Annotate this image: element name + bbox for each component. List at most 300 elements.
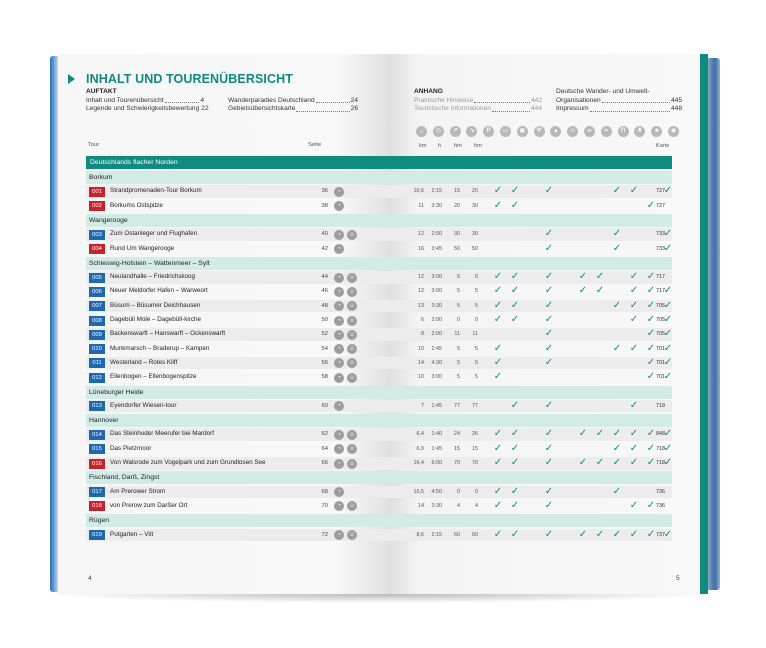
ascent-icon: ↗ <box>450 126 461 137</box>
check-icon: ✓ <box>578 428 588 440</box>
tour-page: 40 <box>321 231 328 238</box>
check-icon: ✓ <box>595 271 605 283</box>
difficulty-icon: ◔ <box>334 459 344 469</box>
check-icon: ✓ <box>510 271 520 283</box>
check-icon: ✓ <box>612 228 622 240</box>
value-hm1: 0 <box>457 317 460 323</box>
tour-page: 64 <box>321 445 328 452</box>
check-icon: ✓ <box>595 285 605 297</box>
swim-icon: ≈ <box>601 126 612 137</box>
value-hm1: 15 <box>454 445 460 452</box>
view-icon: ◉ <box>668 126 679 137</box>
check-icon: ✓ <box>493 528 503 540</box>
tour-row[interactable] <box>86 314 388 327</box>
tour-row-details <box>388 529 672 542</box>
value-km: 14 <box>418 502 424 509</box>
tour-row-details <box>388 314 672 327</box>
tour-name: Das Steinhuder Meerufer bei Mardorf <box>110 430 214 438</box>
region-band <box>86 471 388 484</box>
toc-item[interactable]: Wanderparadies Deutschland 24 <box>228 96 358 104</box>
toc-item[interactable]: Deutsche Wander- und Umwelt- <box>556 88 650 95</box>
tour-name: Neuer Meldorfer Hafen – Warweort <box>110 287 208 295</box>
tour-row[interactable] <box>86 185 388 198</box>
value-hm1: 0 <box>457 488 460 495</box>
value-hm2: 0 <box>475 317 478 323</box>
check-icon: ✓ <box>544 285 554 297</box>
difficulty-icon: ◔ <box>334 187 344 197</box>
tour-row[interactable] <box>86 300 388 313</box>
tour-row-details <box>388 500 672 513</box>
check-icon: ✓ <box>493 356 503 368</box>
tour-number-badge: 002 <box>89 201 105 211</box>
tour-page: 54 <box>321 345 328 352</box>
tour-row-details <box>388 200 672 213</box>
tour-page: 42 <box>321 245 328 252</box>
tour-row[interactable] <box>86 529 388 542</box>
toc-item[interactable]: Gebietsübersichtskarte 26 <box>228 105 358 113</box>
region-title: Wangerooge <box>89 216 128 224</box>
difficulty-icon: ◔ <box>334 430 344 440</box>
map-number: 705 <box>656 317 665 323</box>
difficulty-icon: ◔ <box>334 444 344 454</box>
region-band-right <box>388 171 672 184</box>
check-icon: ✓ <box>646 271 656 283</box>
value-h: 3:30 <box>431 302 442 309</box>
value-h: 4:50 <box>431 488 442 495</box>
value-km: 10 <box>418 345 424 352</box>
toc-item[interactable]: Impressum 448 <box>556 105 682 113</box>
anhang-heading: ANHANG <box>414 88 443 95</box>
tour-name: von Prerow zum Darßer Ort <box>110 501 188 509</box>
toc-item[interactable]: Organisationen 445 <box>556 96 682 104</box>
value-hm2: 20 <box>472 188 478 195</box>
value-hm2: 0 <box>475 488 478 495</box>
check-icon: ✓ <box>544 528 554 540</box>
value-h: 3:00 <box>431 274 442 281</box>
tour-name: Zum Ostanleger und Flughafen <box>110 230 198 238</box>
value-hm2: 5 <box>475 274 478 281</box>
tour-name: Von Walsrode zum Vogelpark und zum Grundlosen See <box>110 459 266 466</box>
value-h: 2:45 <box>431 345 442 352</box>
legend-icon-row <box>416 126 685 138</box>
map-number: 736 <box>656 488 665 495</box>
check-icon: ✓ <box>663 328 673 340</box>
tour-page: 58 <box>321 374 328 381</box>
region-band-right <box>388 471 672 484</box>
value-hm2: 11 <box>472 331 478 338</box>
check-icon: ✓ <box>510 528 520 540</box>
family-icon: ☺ <box>348 460 356 467</box>
tour-row[interactable] <box>86 343 388 356</box>
value-km: 12 <box>418 274 424 281</box>
check-icon: ✓ <box>544 399 554 411</box>
check-icon: ✓ <box>510 485 520 497</box>
tour-number-badge: 001 <box>89 187 105 197</box>
value-h: 2:50 <box>431 231 442 238</box>
value-km: 8 <box>421 331 424 338</box>
check-icon: ✓ <box>663 228 673 240</box>
value-hm1: 20 <box>454 202 460 209</box>
tour-name: Munkmarsch – Braderup – Kampen <box>110 344 210 352</box>
value-km: 13 <box>418 302 424 309</box>
train-icon: ▣ <box>517 126 528 137</box>
value-h: 2:00 <box>431 331 442 338</box>
check-icon: ✓ <box>612 485 622 497</box>
value-hm1: 77 <box>454 402 460 409</box>
column-header-seite: Seite <box>308 142 322 148</box>
value-km: 6,4 <box>416 431 424 438</box>
tour-row[interactable] <box>86 371 388 384</box>
tour-row[interactable] <box>86 457 388 470</box>
map-number: 701 <box>656 374 665 381</box>
check-icon: ✓ <box>493 271 503 283</box>
tour-name: Büsum – Büsumer Deichhausen <box>110 301 201 309</box>
tour-number-badge: 016 <box>89 459 105 469</box>
check-icon: ✓ <box>544 299 554 311</box>
value-hm1: 11 <box>454 331 460 338</box>
check-icon: ✓ <box>510 428 520 440</box>
check-icon: ✓ <box>595 457 605 468</box>
tour-page: 66 <box>321 460 328 466</box>
check-icon: ✓ <box>646 428 656 440</box>
check-icon: ✓ <box>629 285 639 297</box>
value-hm1: 4 <box>457 502 460 509</box>
family-icon: ☺ <box>348 274 356 281</box>
check-icon: ✓ <box>544 342 554 354</box>
toc-item[interactable]: Praktische Hinweise 442 <box>414 96 542 104</box>
region-title: Fischland, Darß, Zingst <box>89 474 160 482</box>
tour-row-details <box>388 486 672 499</box>
tour-number-badge: 005 <box>89 273 105 283</box>
value-hm2: 30 <box>472 231 478 238</box>
check-icon: ✓ <box>493 485 503 497</box>
value-hm2: 70 <box>472 460 478 466</box>
tour-row[interactable] <box>86 400 388 413</box>
region-band <box>86 414 388 427</box>
family-icon: ☺ <box>348 503 356 510</box>
region-band-right <box>388 514 672 527</box>
check-icon: ✓ <box>510 499 520 511</box>
tour-page: 60 <box>321 402 328 409</box>
tour-row[interactable] <box>86 500 388 513</box>
tour-number-badge: 012 <box>89 373 105 383</box>
map-number: 717 <box>656 288 665 295</box>
check-icon: ✓ <box>663 442 673 454</box>
check-icon: ✓ <box>646 285 656 297</box>
value-km: 11 <box>418 202 424 209</box>
tour-number-badge: 018 <box>89 501 105 511</box>
anhang-toc-col2 <box>556 88 682 114</box>
check-icon: ✓ <box>510 457 520 468</box>
region-band <box>86 514 388 527</box>
tour-row[interactable] <box>86 200 388 213</box>
family-icon: ☺ <box>348 303 356 310</box>
region-band-right <box>388 257 672 270</box>
bus-icon: ▭ <box>500 126 511 137</box>
family-icon: ☺ <box>348 360 356 367</box>
tour-page: 56 <box>321 359 328 366</box>
check-icon: ✓ <box>663 457 673 468</box>
map-number: 733 <box>656 245 665 252</box>
check-icon: ✓ <box>646 328 656 340</box>
map-number: 705 <box>656 302 665 309</box>
tour-row[interactable] <box>86 271 388 284</box>
region-title: Borkum <box>89 174 113 181</box>
book-edge-left <box>50 56 58 592</box>
left-page <box>58 54 388 594</box>
value-h: 1:45 <box>431 445 442 452</box>
region-band-right <box>388 386 672 399</box>
value-hm1: 60 <box>454 531 460 538</box>
tour-page: 48 <box>321 302 328 309</box>
value-hm1: 24 <box>454 431 460 438</box>
check-icon: ✓ <box>578 528 588 540</box>
difficulty-icon: ◔ <box>334 287 344 297</box>
tour-number-badge: 004 <box>89 244 105 254</box>
value-hm1: 30 <box>454 231 460 238</box>
region-title: Schleswig-Holstein – Wattenmeer – Sylt <box>89 259 210 267</box>
check-icon: ✓ <box>544 356 554 368</box>
value-hm1: 5 <box>457 288 460 295</box>
difficulty-icon: ◔ <box>334 273 344 283</box>
check-icon: ✓ <box>510 442 520 454</box>
family-icon: ☺ <box>348 374 356 381</box>
value-h: 4:30 <box>431 359 442 366</box>
value-hm1: 5 <box>457 345 460 352</box>
region-title: Rügen <box>89 517 110 525</box>
map-number: 718 <box>656 445 665 452</box>
check-icon: ✓ <box>544 485 554 497</box>
unit-km: km <box>419 143 427 149</box>
check-icon: ✓ <box>510 199 520 211</box>
check-icon: ✓ <box>612 242 622 254</box>
family-icon: ☺ <box>348 231 356 238</box>
check-icon: ✓ <box>544 442 554 454</box>
tour-row[interactable] <box>86 243 388 256</box>
section-band <box>86 156 388 169</box>
check-icon: ✓ <box>612 428 622 440</box>
tour-page: 44 <box>321 274 328 281</box>
check-icon: ✓ <box>544 328 554 340</box>
section-title: Deutschlands flacher Norden <box>90 159 178 166</box>
tour-row[interactable] <box>86 357 388 370</box>
tour-name: Westerland – Rotes Kliff <box>110 358 178 366</box>
difficulty-icon: ◔ <box>334 230 344 240</box>
check-icon: ✓ <box>629 342 639 354</box>
check-icon: ✓ <box>629 442 639 454</box>
family-icon: ☺ <box>348 446 356 453</box>
check-icon: ✓ <box>544 457 554 468</box>
check-icon: ✓ <box>646 371 656 383</box>
value-h: 2:15 <box>431 188 442 195</box>
family-icon: ☺ <box>348 346 356 353</box>
check-icon: ✓ <box>578 271 588 283</box>
right-page <box>388 54 704 594</box>
value-hm2: 5 <box>475 359 478 366</box>
check-icon: ✓ <box>493 428 503 440</box>
check-icon: ✓ <box>629 428 639 440</box>
tour-name: Dagebüll Mole – Dagebüll-kirche <box>110 316 202 323</box>
value-hm1: 5 <box>457 374 460 381</box>
check-icon: ✓ <box>544 228 554 240</box>
tour-row-details <box>388 357 672 370</box>
value-hm2: 4 <box>475 502 478 509</box>
family-icon: ☺ <box>348 331 356 338</box>
page-number-left: 4 <box>88 575 92 582</box>
unit-hm-up: hm <box>454 143 462 149</box>
tour-name: Eyendorfer Wiesen-tour <box>110 401 177 409</box>
check-icon: ✓ <box>629 457 639 468</box>
region-title: Hannover <box>89 417 119 425</box>
tour-number-badge: 011 <box>89 358 105 368</box>
check-icon: ✓ <box>612 299 622 311</box>
section-band-right <box>388 156 672 169</box>
value-km: 12 <box>418 231 424 238</box>
check-icon: ✓ <box>493 285 503 297</box>
auftakt-toc-col2 <box>228 97 358 114</box>
value-km: 16,5 <box>413 488 424 495</box>
check-icon: ✓ <box>663 528 673 540</box>
region-band <box>86 171 388 184</box>
difficulty-icon: ◔ <box>334 358 344 368</box>
check-icon: ✓ <box>493 499 503 511</box>
value-h: 2:00 <box>431 317 442 323</box>
difficulty-icon: ◔ <box>334 301 344 311</box>
tour-row-details <box>388 457 672 470</box>
tour-row[interactable] <box>86 285 388 298</box>
tour-number-badge: 007 <box>89 301 105 311</box>
value-h: 3:00 <box>431 374 442 381</box>
family-icon: ☺ <box>348 317 356 324</box>
check-icon: ✓ <box>510 399 520 411</box>
bike-icon: ∞ <box>584 126 595 137</box>
toc-item[interactable]: Legende und Schwierigkeitsbewertung 22 <box>86 105 209 113</box>
value-h: 3:00 <box>431 288 442 295</box>
tour-row[interactable] <box>86 486 388 499</box>
check-icon: ✓ <box>646 499 656 511</box>
check-icon: ✓ <box>663 342 673 354</box>
value-km: 10 <box>418 374 424 381</box>
check-icon: ✓ <box>646 442 656 454</box>
check-icon: ✓ <box>663 371 673 383</box>
tour-row[interactable] <box>86 428 388 441</box>
tour-row[interactable] <box>86 443 388 456</box>
map-number: 718 <box>656 460 665 466</box>
toc-item[interactable]: Inhalt und Tourenübersicht 4 <box>86 96 204 104</box>
value-hm1: 5 <box>457 359 460 366</box>
check-icon: ✓ <box>663 242 673 254</box>
castle-icon: ♜ <box>634 126 645 137</box>
tour-name: Putgarten – Vitt <box>110 530 154 538</box>
tour-row[interactable] <box>86 228 388 241</box>
check-icon: ✓ <box>510 314 520 325</box>
check-icon: ✓ <box>663 185 673 197</box>
value-km: 16,4 <box>413 460 424 466</box>
check-icon: ✓ <box>612 528 622 540</box>
check-icon: ✓ <box>646 299 656 311</box>
tour-name: Ellenbogen – Ellenbogenspitze <box>110 373 197 381</box>
value-hm2: 26 <box>472 431 478 438</box>
tour-row-details <box>388 185 672 198</box>
check-icon: ✓ <box>646 356 656 368</box>
toc-item[interactable]: Touristische Informationen 444 <box>414 105 542 113</box>
value-h: 6:00 <box>431 460 442 466</box>
tour-name: Am Prerower Strom <box>110 487 166 495</box>
check-icon: ✓ <box>629 271 639 283</box>
tour-row-details <box>388 371 672 384</box>
map-number: 717 <box>656 274 665 281</box>
value-hm2: 15 <box>472 445 478 452</box>
tour-row-details <box>388 428 672 441</box>
unit-karte: Karte <box>656 143 670 149</box>
family-icon: ☺ <box>348 431 356 438</box>
tour-number-badge: 010 <box>89 344 105 354</box>
map-number: 736 <box>656 502 665 509</box>
check-icon: ✓ <box>612 342 622 354</box>
value-hm2: 60 <box>472 531 478 538</box>
tour-row-details <box>388 271 672 284</box>
map-number: 727 <box>656 188 665 195</box>
value-km: 14 <box>418 359 424 366</box>
value-km: 16 <box>418 245 424 252</box>
tour-row-details <box>388 328 672 341</box>
check-icon: ✓ <box>612 185 622 197</box>
tour-number-badge: 009 <box>89 330 105 340</box>
difficulty-icon: ◔ <box>334 501 344 511</box>
tour-row-details <box>388 285 672 298</box>
tour-name: Neulandhalle – Friedrichskoog <box>110 273 196 281</box>
check-icon: ✓ <box>493 457 503 468</box>
check-icon: ✓ <box>663 299 673 311</box>
map-number: 733 <box>656 231 665 238</box>
region-title: Lüneburger Heide <box>89 388 144 396</box>
check-icon: ✓ <box>510 299 520 311</box>
check-icon: ✓ <box>493 442 503 454</box>
check-icon: ✓ <box>646 457 656 468</box>
map-number: 701 <box>656 345 665 352</box>
check-icon: ✓ <box>663 314 673 325</box>
tour-row-details <box>388 400 672 413</box>
check-icon: ✓ <box>612 457 622 468</box>
value-km: 6,9 <box>416 445 424 452</box>
region-band <box>86 214 388 227</box>
chapter-tab-green <box>700 54 708 594</box>
check-icon: ✓ <box>493 342 503 354</box>
check-icon: ✓ <box>663 356 673 368</box>
tour-name: Strandpromenaden-Tour Borkum <box>110 187 202 195</box>
value-hm2: 5 <box>475 374 478 381</box>
check-icon: ✓ <box>544 499 554 511</box>
check-icon: ✓ <box>493 314 503 325</box>
tour-row[interactable] <box>86 328 388 341</box>
check-icon: ✓ <box>544 185 554 197</box>
check-icon: ✓ <box>646 342 656 354</box>
check-icon: ✓ <box>595 528 605 540</box>
value-km: 6 <box>421 317 424 323</box>
time-icon: ◷ <box>433 126 444 137</box>
restaurant-icon: Ψ <box>534 126 545 137</box>
child-icon: ☺ <box>567 126 578 137</box>
value-hm2: 50 <box>472 245 478 252</box>
page-title: INHALT UND TOURENÜBERSICHT <box>86 72 293 86</box>
tour-name: Rund Um Wangerooge <box>110 244 175 252</box>
tour-row-details <box>388 343 672 356</box>
map-number: 727 <box>656 202 665 209</box>
map-number: 705 <box>656 331 665 338</box>
value-hm1: 5 <box>457 302 460 309</box>
tour-page: 38 <box>321 202 328 209</box>
value-h: 3:45 <box>431 245 442 252</box>
